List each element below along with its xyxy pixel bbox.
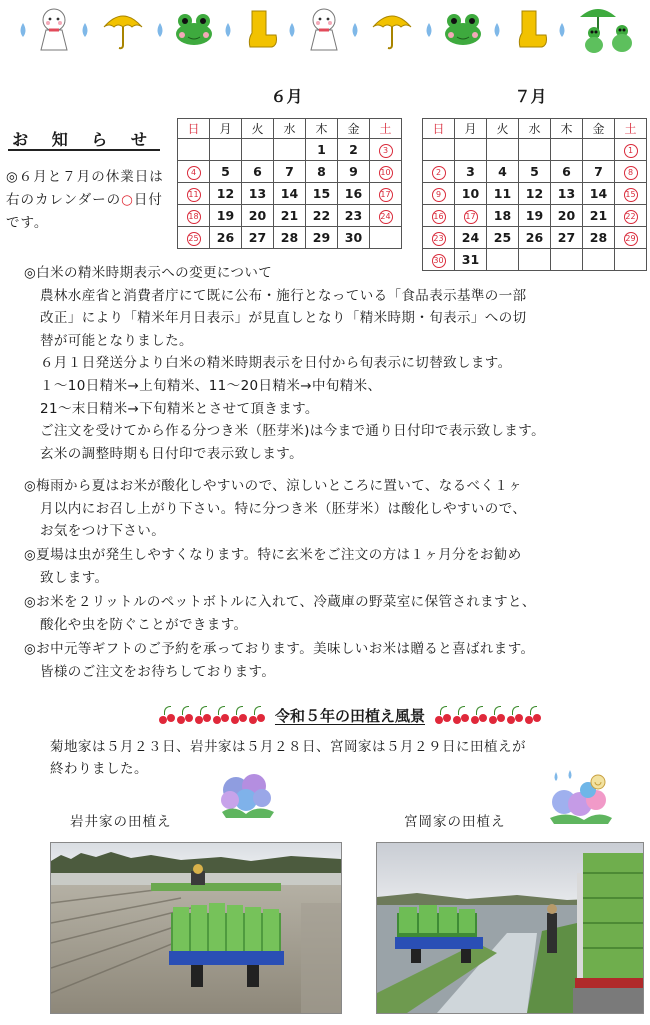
holiday-day: 29 xyxy=(624,232,638,246)
july-day-cell: 12 xyxy=(519,183,551,205)
weekday-header: 木 xyxy=(551,119,583,139)
planting-text-line-2: 終わりました。 xyxy=(50,761,148,777)
photo-miyaoka-planting xyxy=(376,842,644,1014)
june-day-cell: 12 xyxy=(210,183,242,205)
june-day-cell xyxy=(178,139,210,161)
weekday-header: 日 xyxy=(423,119,455,139)
cherry-icon xyxy=(525,706,541,724)
notice-gift xyxy=(24,638,644,683)
july-day-cell: 18 xyxy=(487,205,519,227)
text-line: ◎夏場は虫が発生しやすくなります。特に玄米をご注文の方は１ヶ月分をお勧め xyxy=(24,547,522,563)
june-day-cell: 28 xyxy=(274,227,306,249)
cherry-row-right xyxy=(435,706,541,724)
text-line: 玄米の調整時期も日付印で表示致します。 xyxy=(40,445,304,462)
july-day-cell xyxy=(423,139,455,161)
june-day-cell: 20 xyxy=(242,205,274,227)
weekday-header: 水 xyxy=(274,119,306,139)
text-line: ６月１日発送分より白米の精米時期表示を日付から旬表示に切替致します。 xyxy=(40,355,512,372)
cherry-row-left xyxy=(159,706,265,724)
raindrop-icon xyxy=(223,22,233,41)
cherry-icon xyxy=(213,706,229,724)
june-day-cell xyxy=(370,183,402,205)
text-line: 致します。 xyxy=(40,569,109,586)
weekday-header: 月 xyxy=(210,119,242,139)
teru-teru-bozu-icon xyxy=(37,6,71,56)
weekday-header: 火 xyxy=(242,119,274,139)
june-day-cell: 14 xyxy=(274,183,306,205)
july-day-cell xyxy=(615,139,647,161)
weekday-header: 土 xyxy=(615,119,647,139)
holiday-day: 3 xyxy=(379,144,393,158)
notice-underline xyxy=(8,149,160,151)
cherry-icon xyxy=(249,706,265,724)
text-line: ◎お中元等ギフトのご予約を承っております。美味しいお米は贈ると喜ばれます。 xyxy=(24,641,535,657)
july-day-cell: 3 xyxy=(455,161,487,183)
holiday-day: 16 xyxy=(432,210,446,224)
raindrop-icon xyxy=(18,22,28,41)
july-day-cell: 24 xyxy=(455,227,487,249)
weekday-header: 水 xyxy=(519,119,551,139)
cherry-icon xyxy=(195,706,211,724)
july-day-cell xyxy=(551,139,583,161)
holiday-day: 9 xyxy=(432,188,446,202)
holiday-day: 17 xyxy=(464,210,478,224)
holiday-day: 17 xyxy=(379,188,393,202)
planting-text-line-1: 菊地家は５月２３日、岩井家は５月２８日、宮岡家は５月２９日に田植えが xyxy=(50,739,526,755)
cherry-icon xyxy=(435,706,451,724)
july-day-cell: 5 xyxy=(519,161,551,183)
raindrop-icon xyxy=(350,22,360,41)
june-day-cell: 19 xyxy=(210,205,242,227)
june-day-cell: 29 xyxy=(306,227,338,249)
june-day-cell: 13 xyxy=(242,183,274,205)
july-day-cell xyxy=(615,205,647,227)
june-day-cell: 9 xyxy=(338,161,370,183)
notice-body xyxy=(6,166,166,235)
photo-left-caption: 岩井家の田植え xyxy=(70,814,172,830)
planting-title: 令和５年の田植え風景 xyxy=(274,706,425,725)
notice-summer-insects xyxy=(24,544,644,589)
july-day-cell xyxy=(583,139,615,161)
june-day-cell: 27 xyxy=(242,227,274,249)
july-calendar xyxy=(422,118,647,271)
planting-section-header xyxy=(120,700,580,730)
rain-boot-icon xyxy=(242,9,278,53)
rice-label-body xyxy=(24,285,644,466)
notice-text-2: 日付です。 xyxy=(6,192,163,231)
july-day-cell: 10 xyxy=(455,183,487,205)
holiday-day: 25 xyxy=(187,232,201,246)
holiday-day: 4 xyxy=(187,166,201,180)
holiday-day: 30 xyxy=(432,254,446,268)
july-day-cell xyxy=(455,205,487,227)
frogs-with-leaf-umbrella-icon xyxy=(576,3,638,59)
holiday-day: 22 xyxy=(624,210,638,224)
notice-circle: ○ xyxy=(121,192,134,208)
raindrop-icon xyxy=(492,22,502,41)
weekday-header: 木 xyxy=(306,119,338,139)
holiday-day: 24 xyxy=(379,210,393,224)
holiday-day: 8 xyxy=(624,166,638,180)
rice-label-heading: ◎白米の精米時期表示への変更について xyxy=(24,265,273,281)
raindrop-icon xyxy=(155,22,165,41)
photo-iwai-planting xyxy=(50,842,342,1014)
cherry-icon xyxy=(177,706,193,724)
july-day-cell: 6 xyxy=(551,161,583,183)
june-day-cell: 15 xyxy=(306,183,338,205)
july-day-cell: 7 xyxy=(583,161,615,183)
teru-teru-bozu-icon xyxy=(307,6,341,56)
july-label: ７月 xyxy=(514,87,547,106)
june-day-cell xyxy=(370,227,402,249)
july-day-cell xyxy=(615,161,647,183)
june-day-cell: 26 xyxy=(210,227,242,249)
june-day-cell: 6 xyxy=(242,161,274,183)
july-day-cell xyxy=(423,205,455,227)
holiday-day: 11 xyxy=(187,188,201,202)
july-day-cell: 14 xyxy=(583,183,615,205)
weekday-header: 火 xyxy=(487,119,519,139)
cherry-icon xyxy=(159,706,175,724)
june-day-cell xyxy=(242,139,274,161)
text-line: 替が可能となりました。 xyxy=(40,332,193,349)
weekday-header: 土 xyxy=(370,119,402,139)
june-label: ６月 xyxy=(270,87,303,106)
notice-rainy-season xyxy=(24,475,644,543)
june-day-cell: 2 xyxy=(338,139,370,161)
june-day-cell: 5 xyxy=(210,161,242,183)
june-day-cell xyxy=(274,139,306,161)
holiday-day: 2 xyxy=(432,166,446,180)
june-day-cell: 16 xyxy=(338,183,370,205)
text-line: ご注文を受けてから作る分つき米（胚芽米)は今まで通り日付印で表示致します。 xyxy=(40,423,545,440)
june-day-cell xyxy=(178,227,210,249)
holiday-day: 23 xyxy=(432,232,446,246)
weekday-header: 金 xyxy=(338,119,370,139)
weekday-header: 月 xyxy=(455,119,487,139)
july-day-cell: 19 xyxy=(519,205,551,227)
july-day-cell: 31 xyxy=(455,249,487,271)
july-day-cell xyxy=(423,161,455,183)
weekday-header: 金 xyxy=(583,119,615,139)
holiday-day: 1 xyxy=(624,144,638,158)
cherry-icon xyxy=(453,706,469,724)
july-day-cell xyxy=(615,227,647,249)
june-day-cell xyxy=(178,183,210,205)
text-line: 酸化や虫を防ぐことができます。 xyxy=(40,616,248,633)
june-day-cell xyxy=(178,205,210,227)
june-day-cell: 7 xyxy=(274,161,306,183)
notice-rice-label xyxy=(24,262,644,465)
june-day-cell: 30 xyxy=(338,227,370,249)
raindrop-icon xyxy=(287,22,297,41)
raindrop-icon xyxy=(557,22,567,41)
raindrop-icon xyxy=(424,22,434,41)
june-day-cell xyxy=(210,139,242,161)
holiday-day: 10 xyxy=(379,166,393,180)
text-line: ◎お米を２リットルのペットボトルに入れて、冷蔵庫の野菜室に保管されますと、 xyxy=(24,594,536,610)
july-day-cell xyxy=(423,227,455,249)
notice-storage xyxy=(24,591,644,636)
july-day-cell: 21 xyxy=(583,205,615,227)
frog-icon xyxy=(443,12,483,50)
july-day-cell: 4 xyxy=(487,161,519,183)
june-day-cell: 21 xyxy=(274,205,306,227)
holiday-day: 18 xyxy=(187,210,201,224)
july-day-cell xyxy=(615,183,647,205)
july-day-cell: 20 xyxy=(551,205,583,227)
rain-boot-icon xyxy=(512,9,548,53)
decorative-border xyxy=(18,4,638,58)
june-day-cell xyxy=(370,205,402,227)
hydrangea-snail-icon xyxy=(544,768,614,824)
july-day-cell: 26 xyxy=(519,227,551,249)
holiday-day: 15 xyxy=(624,188,638,202)
umbrella-icon xyxy=(100,7,146,55)
raindrop-icon xyxy=(80,22,90,41)
cherry-icon xyxy=(489,706,505,724)
july-day-cell: 25 xyxy=(487,227,519,249)
cherry-icon xyxy=(231,706,247,724)
july-day-cell: 13 xyxy=(551,183,583,205)
text-line: 皆様のご注文をお待ちしております。 xyxy=(40,663,276,680)
cherry-icon xyxy=(471,706,487,724)
photo-right-caption: 宮岡家の田植え xyxy=(404,814,506,830)
june-day-cell: 1 xyxy=(306,139,338,161)
text-line: 月以内にお召し上がり下さい。特に分つき米（胚芽米）は酸化しやすいので、 xyxy=(40,500,527,517)
umbrella-icon xyxy=(369,7,415,55)
july-day-cell xyxy=(455,139,487,161)
july-day-cell: 28 xyxy=(583,227,615,249)
june-day-cell xyxy=(370,139,402,161)
notice-title: お 知 ら せ xyxy=(12,130,156,149)
notice-text-1: ◎６月と７月の休業日は右のカレンダーの xyxy=(6,169,164,208)
june-day-cell: 22 xyxy=(306,205,338,227)
june-day-cell: 8 xyxy=(306,161,338,183)
july-day-cell xyxy=(487,139,519,161)
july-day-cell: 27 xyxy=(551,227,583,249)
weekday-header: 日 xyxy=(178,119,210,139)
june-day-cell: 23 xyxy=(338,205,370,227)
frog-icon xyxy=(174,12,214,50)
text-line: １～10日精米→上旬精米、11～20日精米→中旬精米、 xyxy=(40,377,382,394)
june-calendar xyxy=(177,118,402,249)
july-day-cell: 11 xyxy=(487,183,519,205)
text-line: 21～末日精米→下旬精米とさせて頂きます。 xyxy=(40,400,319,417)
june-day-cell xyxy=(178,161,210,183)
text-line: お気をつけ下さい。 xyxy=(40,523,166,540)
text-line: 農林水産省と消費者庁にて既に公布・施行となっている「食品表示基準の一部 xyxy=(40,287,527,304)
june-day-cell xyxy=(370,161,402,183)
july-day-cell xyxy=(423,183,455,205)
text-line: 改正」により「精米年月日表示」が見直しとなり「精米時期・旬表示」への切 xyxy=(40,310,527,327)
hydrangea-icon xyxy=(216,770,280,820)
text-line: ◎梅雨から夏はお米が酸化しやすいので、涼しいところに置いて、なるべく１ヶ xyxy=(24,478,523,494)
cherry-icon xyxy=(507,706,523,724)
july-day-cell xyxy=(519,139,551,161)
